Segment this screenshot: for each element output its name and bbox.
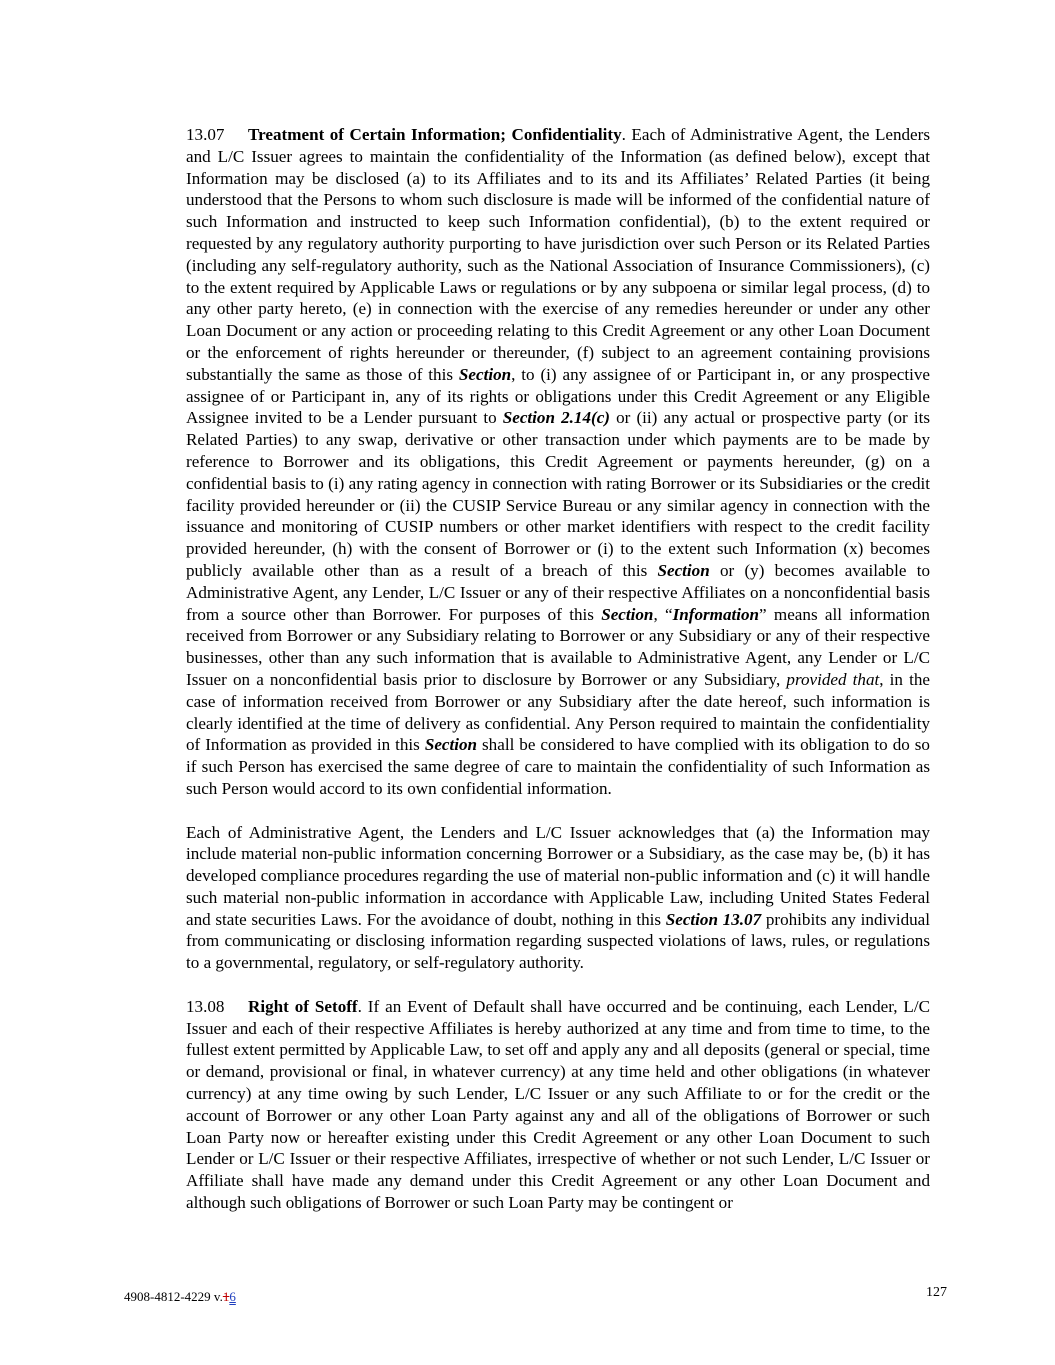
- section-reference: Section: [458, 364, 512, 384]
- body-text: ” means all information received from Borrower or any Subsidiary relating to Borrower or any Subsidiary or any of their respective businesses, other than any such information that is available to Administrative Agent, any Lender or L/C Issuer on a nonconfidential basis prior to disclosure by Borrower or any Subsidiary,: [186, 604, 930, 689]
- section-title: Right of Setoff: [248, 996, 358, 1016]
- section-reference: Section: [657, 560, 710, 580]
- acknowledgement-paragraph: [124, 822, 930, 975]
- doc-id: 4908-4812-4229 v.: [124, 1289, 223, 1304]
- body-text: or (y) becomes available to Administrative Agent, any Lender, L/C Issuer or any of their respective Affiliates on a nonconfidential basis from a source other than Borrower. For purposes of this: [186, 560, 930, 624]
- section-title: Treatment of Certain Information; Confidentiality: [248, 125, 622, 144]
- section-reference: Section 2.14(c): [502, 408, 610, 428]
- section-number: 13.07: [186, 125, 225, 144]
- body-text: prohibits any individual from communicating or disclosing information regarding suspected violations of laws, rules, or regulations to a governmental, regulatory, or self-regulatory authority.: [186, 909, 930, 973]
- section-reference: Section 13.07: [665, 909, 762, 929]
- body-text: . If an Event of Default shall have occurred and be continuing, each Lender, L/C Issuer and each of their respective Affiliates is hereby authorized at any time and from time to time, to the fullest extent permitted by Applicable Law, to set off and apply any and all deposits (general or special, time or demand, provisional or final, in whatever currency) at any time held and other obligations (in whatever currency) at any time owing by such Lender, L/C Issuer or any such Affiliate to or for the credit or the account of Borrower or any other Loan Party against any and all of the obligations of Borrower or such Loan Party now or hereafter existing under this Credit Agreement or any other Loan Document to such Lender or L/C Issuer or their respective Affiliates, irrespective of whether or not such Lender, L/C Issuer or Affiliate shall have made any demand under this Credit Agreement or any other Loan Document and although such obligations of Borrower or such Loan Party may be contingent or: [186, 996, 931, 1213]
- body-text: , to (i) any assignee of or Participant in, or any prospective assignee of or Participant in, any of its rights or obligations under this Credit Agreement or any Eligible Assignee invited to be a Lender pursuant to: [186, 364, 930, 428]
- body-text: or (ii) any actual or prospective party (or its Related Parties) to any swap, derivative or other transaction under which payments are to be made by reference to Borrower and its obligations, this Credit Agreement or payments hereunder, (g) on a confidential basis to (i) any rating agency in connection with rating Borrower or its Subsidiaries or the credit facility provided hereunder or (ii) the CUSIP Service Bureau or any similar agency in connection with the issuance and monitoring of CUSIP numbers or other market identifiers with respect to the credit facility provided hereunder, (h) with the consent of Borrower or (i) to the extent such Information (x) becomes publicly available other than as a result of a breach of this: [186, 408, 930, 580]
- deleted-version: 1: [222, 1289, 230, 1304]
- section-reference: Section: [424, 735, 478, 755]
- section-13-07-paragraph: [124, 124, 930, 800]
- inserted-version: 6: [229, 1289, 236, 1304]
- defined-term: Information: [672, 604, 760, 624]
- section-13-08-paragraph: [124, 996, 930, 1214]
- body-text: , “: [653, 604, 673, 624]
- proviso-text: provided that: [786, 669, 880, 689]
- document-id-footer: [124, 1289, 236, 1305]
- page-number: 127: [926, 1285, 947, 1300]
- section-number: 13.08: [186, 996, 225, 1016]
- document-page: [124, 124, 930, 1214]
- body-text: , in the case of information received from Borrower or any Subsidiary after the date hereof, such information is clearly identified at the time of delivery as confidential. Any Person required to maintain the confidentiality of Information as provided in this: [186, 669, 930, 755]
- body-text: shall be considered to have complied with its obligation to do so if such Person has exercised the same degree of care to maintain the confidentiality of such Information as such Person would accord to its own confidential information.: [186, 735, 930, 798]
- section-reference: Section: [601, 604, 654, 624]
- body-text: . Each of Administrative Agent, the Lenders and L/C Issuer agrees to maintain the confidentiality of the Information (as defined below), except that Information may be disclosed (a) to its Affiliates and to its and its Affiliates’ Related Parties (it being understood that the Persons to whom such disclosure is made will be informed of the confidential nature of such Information and instructed to keep such Information confidential), (b) to the extent required or requested by any regulatory authority purporting to have jurisdiction over such Person or its Related Parties (including any self-regulatory authority, such as the National Association of Insurance Commissioners), (c) to the extent required by Applicable Laws or regulations or by any subpoena or similar legal process, (d) to any other party hereto, (e) in connection with the exercise of any remedies hereunder or under any other Loan Document or any action or proceeding relating to this Credit Agreement or any other Loan Document or the enforcement of rights hereunder or thereunder, (f) subject to an agreement containing provisions substantially the same as those of this: [186, 125, 930, 384]
- body-text: Each of Administrative Agent, the Lenders and L/C Issuer acknowledges that (a) the Information may include material non-public information concerning Borrower or a Subsidiary, as the case may be, (b) it has developed compliance procedures regarding the use of material non-public information and (c) it will handle such material non-public information in accordance with Applicable Law, including United States Federal and state securities Laws. For the avoidance of doubt, nothing in this: [186, 822, 930, 929]
